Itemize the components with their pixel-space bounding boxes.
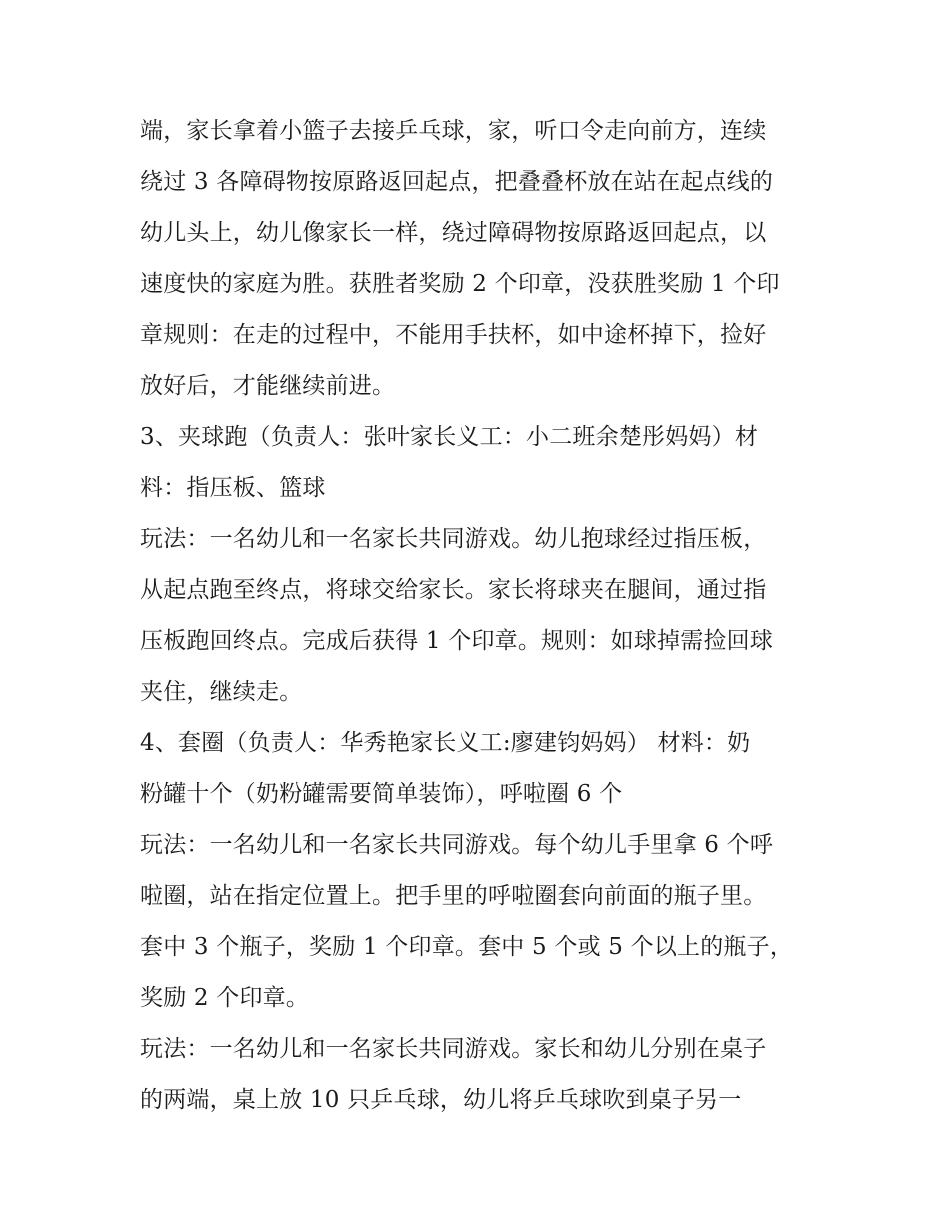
section-heading-4: 4、套圈（负责人：华秀艳家长义工:廖建钧妈妈） 材料：奶 <box>140 730 751 756</box>
text-line: 粉罐十个（奶粉罐需要简单装饰），呼啦圈 6 个 <box>140 781 623 807</box>
text-line: 啦圈，站在指定位置上。把手里的呼啦圈套向前面的瓶子里。 <box>140 883 767 909</box>
text-line: 的两端，桌上放 10 只乒乓球，幼儿将乒乓球吹到桌子另一 <box>140 1087 742 1113</box>
text-line: 玩法：一名幼儿和一名家长共同游戏。幼儿抱球经过指压板， <box>140 526 767 552</box>
text-line: 章规则：在走的过程中，不能用手扶杯，如中途杯掉下，捡好 <box>140 322 767 348</box>
text-line: 速度快的家庭为胜。获胜者奖励 2 个印章，没获胜奖励 1 个印 <box>140 271 780 297</box>
text-line: 幼儿头上，幼儿像家长一样，绕过障碍物按原路返回起点，以 <box>140 220 767 246</box>
section-heading-3: 3、夹球跑（负责人：张叶家长义工：小二班余楚彤妈妈）材 <box>140 424 759 450</box>
text-line: 放好后，才能继续前进。 <box>140 373 396 399</box>
text-line: 端，家长拿着小篮子去接乒乓球，家，听口令走向前方，连续 <box>140 118 767 144</box>
document-body <box>140 106 820 1126</box>
text-line: 玩法：一名幼儿和一名家长共同游戏。家长和幼儿分别在桌子 <box>140 1036 767 1062</box>
text-line: 玩法：一名幼儿和一名家长共同游戏。每个幼儿手里拿 6 个呼 <box>140 832 774 858</box>
text-line: 套中 3 个瓶子，奖励 1 个印章。套中 5 个或 5 个以上的瓶子， <box>140 934 794 960</box>
text-line: 奖励 2 个印章。 <box>140 985 310 1011</box>
text-line: 从起点跑至终点，将球交给家长。家长将球夹在腿间，通过指 <box>140 577 767 603</box>
text-line: 压板跑回终点。完成后获得 1 个印章。规则：如球掉需捡回球 <box>140 628 774 654</box>
text-line: 绕过 3 各障碍物按原路返回起点，把叠叠杯放在站在起点线的 <box>140 169 774 195</box>
text-line: 夹住，继续走。 <box>140 679 303 705</box>
text-line: 料：指压板、篮球 <box>140 475 326 501</box>
